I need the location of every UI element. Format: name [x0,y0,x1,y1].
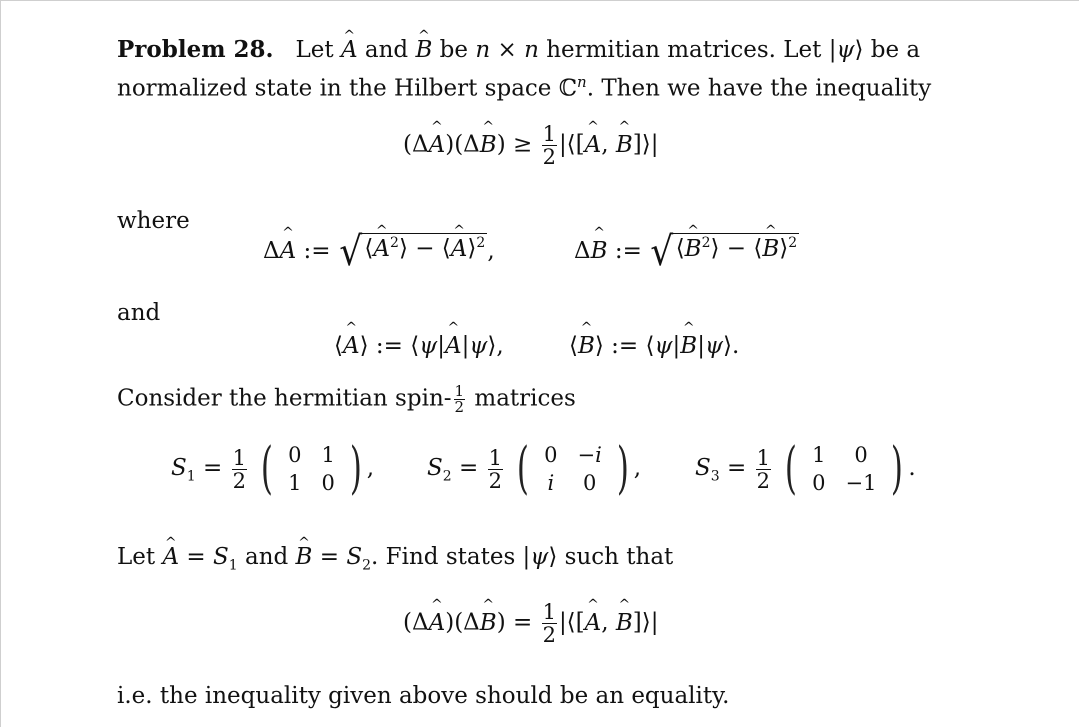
problem-label: Problem 28. [117,36,274,63]
equation-delta-b: Δ^ B := √⟨^ $B^2⟩$ − ⟨^ B⟩$^2$ [574,233,799,271]
matrix-s2: $S_2$ = $\frac{1}{2}$ ( 0 −i i 0 ) , [427,436,641,501]
equation-inequality: (Δ^ A)(Δ^ B) ≥ $\frac{1}{2}$ |⟨[^ A, ^ B]⟩| [403,123,659,168]
spin-sentence: Consider the hermitian spin- $\frac{1}{2}$ matrices [117,382,576,416]
equation-expect-b: ⟨^ B⟩ := ⟨ψ|^ B|ψ⟩. [569,335,739,358]
final-line: i.e. the inequality given above should be an equality. [117,683,730,709]
matrix-s3: $S_3$ = $\frac{1}{2}$ ( 1 0 0 −1 ) . [695,436,916,501]
equation-delta-a: Δ^ A := √⟨^ $A^2⟩$ − ⟨^ A⟩$^2$, [263,233,495,271]
task-line: Let ^ $A = S_1$ and ^ $B = S_2$. Find states |ψ⟩ such that [117,543,673,580]
equation-equality: (Δ^ A)(Δ^ B) = $\frac{1}{2}$ |⟨[^ A, ^ B]⟩| [403,601,659,646]
where-label: where [117,208,190,234]
and-label: and [117,300,161,326]
equation-expect-a: ⟨^ A⟩ := ⟨ψ|^ A|ψ⟩, [334,335,504,358]
matrix-s1: $S_1$ = $\frac{1}{2}$ ( 0 1 1 0 ) , [171,436,375,501]
problem-statement-line-1: Problem 28. Let ^ A and ^ B be n × n hermitian matrices. Let |ψ⟩ be a [117,36,920,64]
problem-statement-line-2: normalized state in the Hilbert space ℂ$^n$. Then we have the inequality [117,73,932,102]
